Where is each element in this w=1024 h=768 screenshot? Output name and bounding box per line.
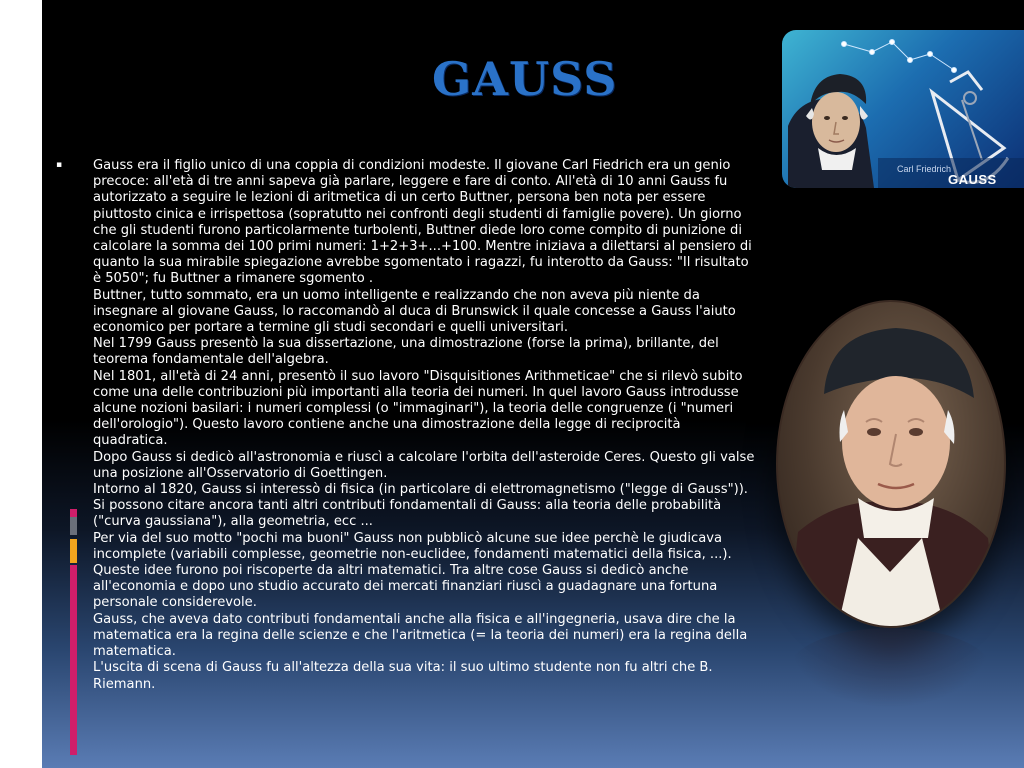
paragraph: Buttner, tutto sommato, era un uomo intelligente e realizzando che non aveva più niente da insegnare al giovane Gauss, lo raccomandò al duca di Brunswick il quale concesse a Gauss l'aiuto economico per portare a termine gli studi secondari e quelli universitari.	[93, 287, 736, 336]
paragraph: Gauss era il figlio unico di una coppia di condizioni modeste. Il giovane Carl Fiedrich era un genio precoce: all'età di tre anni sapeva già parlare, leggere e fare di conto. All'età di 10 anni Gauss fu autorizzato a seguire le lezioni di aritmetica di un certo Buttner, persona ben nota per essere piuttosto cinica e irrispettosa (sopratutto nei confronti degli studenti di famiglie povere). Un giorno che gli studenti furono particolarmente turbolenti, Buttner diede loro come compito di punizione di calcolare la somma dei 100 primi numeri: 1+2+3+...+100. Mentre iniziava a dilettarsi al pensiero di quanto la sua mirabile spiegazione avrebbe sgomentato i ragazzi, fu interotto da Gauss: "Il risultato è 5050"; fu Buttner a rimanere sgomento .	[93, 158, 752, 287]
body-text	[93, 158, 755, 693]
accent-bar-pink	[70, 565, 77, 755]
gauss-portrait-image	[776, 300, 1006, 628]
accent-bar-gray	[70, 517, 77, 535]
paragraph: Per via del suo motto "pochi ma buoni" Gauss non pubblicò alcune sue idee perchè le giudicava incomplete (variabili complesse, geometrie non-euclidee, fondamenti matematici della fisica, ...). Queste idee furono poi riscoperte da altri matematici. Tra altre cose Gauss si dedicò anche all'economia e dopo uno studio accurato dei mercati finanziari riuscì a guadagnare una fortuna personale considerevole.	[93, 530, 732, 611]
accent-bar-orange	[70, 539, 77, 563]
stamp-caption-small: Carl Friedrich	[897, 164, 952, 174]
paragraph: Gauss, che aveva dato contributi fondamentali anche alla fisica e all'ingegneria, usava dire che la matematica era la regina delle scienze e che l'aritmetica (= la teoria dei numeri) era la regina della matematica.	[93, 611, 748, 660]
accent-bar-pink-top	[70, 509, 77, 517]
portrait-reflection	[790, 628, 990, 708]
paragraph: Dopo Gauss si dedicò all'astronomia e riuscì a calcolare l'orbita dell'asteroide Ceres. Questo gli valse una posizione all'Osservatorio di Goettingen.	[93, 449, 755, 481]
portrait-illustration	[778, 302, 1004, 626]
slide-title: GAUSS	[432, 52, 618, 106]
paragraph: Si possono citare ancora tanti altri contributi fondamentali di Gauss: alla teoria delle probabilità ("curva gaussiana"), alla geometria, ecc ...	[93, 498, 722, 530]
paragraph: Nel 1799 Gauss presentò la sua dissertazione, una dimostrazione (forse la prima), brillante, del teorema fondamentale dell'algebra.	[93, 336, 719, 368]
paragraph: L'uscita di scena di Gauss fu all'altezza della sua vita: il suo ultimo studente non fu altri che B. Riemann.	[93, 660, 713, 692]
paragraph: Nel 1801, all'età di 24 anni, presentò il suo lavoro "Disquisitiones Arithmeticae" che si rilevò subito come una delle contribuzioni più importanti alla teoria dei numeri. In quel lavoro Gauss introdusse alcune nozioni basilari: i numeri complessi (o "immaginari"), la teoria delle congruenze (i "numeri dell'orologio"). Questo lavoro contiene anche una dimostrazione della legge di reciprocità quadratica.	[93, 368, 743, 449]
paragraph: Intorno al 1820, Gauss si interessò di fisica (in particolare di elettromagnetismo ("legge di Gauss")).	[93, 482, 748, 498]
stamp-caption-large: GAUSS	[948, 172, 997, 187]
bullet-icon: ▪	[56, 160, 63, 170]
